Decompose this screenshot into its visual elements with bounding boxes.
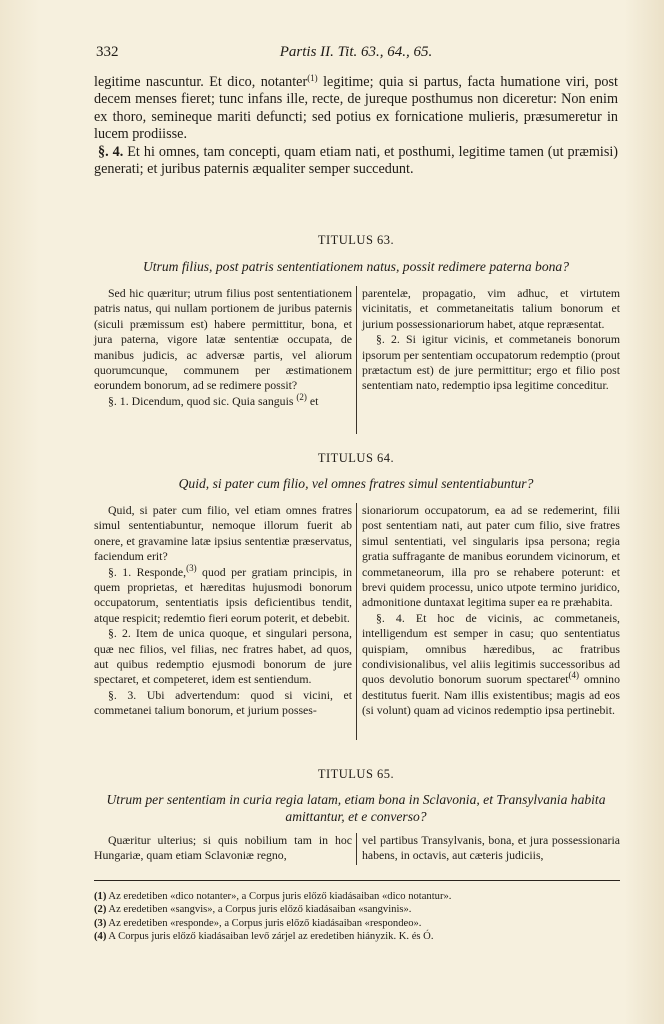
paragraph: §. 3. Ubi advertendum: quod si vicini, et commetanei talium bonorum, et jurium posses- — [94, 687, 352, 718]
footnotes — [94, 890, 620, 944]
running-title: Partis II. Tit. 63., 64., 65. — [279, 44, 433, 60]
footnote: (1) Az eredetiben «dico notanter», a Corpus juris előző kiadásaiban «dico notantur». — [94, 891, 452, 902]
page-header — [96, 44, 616, 64]
footnote-ref: (1) — [307, 73, 318, 83]
titulus-64-question: Quid, si pater cum filio, vel omnes fratres simul sententiabuntur? — [178, 476, 534, 491]
paragraph: Quæritur ulterius; si quis nobilium tam in hoc Hungariæ, quam etiam Sclavoniæ regno, — [94, 833, 352, 863]
titulus-64-heading: TITULUS 64. — [317, 451, 395, 465]
paragraph: vel partibus Transylvanis, bona, et jura possessionaria habens, in octavis, aut cæteris judiciis, — [362, 833, 620, 863]
titulus-63-heading: TITULUS 63. — [317, 233, 395, 247]
intro-paragraph-4: §. 4. Et hi omnes, tam concepti, quam etiam nati, et posthumi, legitime tamen (ut præmisi) generati; et juribus paternis æqualiter semper succedunt. — [94, 143, 619, 178]
section-mark: §. 4. — [98, 143, 124, 160]
footnote: (2) Az eredetiben «sangvis», a Corpus juris előző kiadásaiban «sangvinis». — [94, 904, 412, 916]
intro-text — [94, 74, 618, 178]
left-column — [94, 503, 352, 719]
footnote: (3) Az eredetiben «responde», a Corpus juris előző kiadásaiban «respondeo». — [94, 917, 422, 929]
paragraph: Sed hic quæritur; utrum filius post sententiationem patris natus, qui nullam portionem de juribus paternis (siculi præmissum est) habere permittitur, bona, et jura paterna, vigore latæ sententiæ occupata, de manibus judicis, ac adversæ partis, vel aliorum quorumcunque, communem per æstimationem eorundem bonorum, ad se redimere possit? — [94, 286, 352, 393]
titulus-65-columns — [94, 833, 620, 865]
right-column — [362, 286, 620, 394]
titulus-63-question: Utrum filius, post patris sententiationem natus, possit redimere paterna bona? — [142, 259, 570, 274]
titulus-63-columns — [94, 286, 620, 434]
paragraph: §. 1. Responde,$^{(3)}$ quod per gratiam principis, in quem proprietas, et hæreditas hujusmodi bonorum occupatorum, sententiatis ipsis deficientibus tendit, atque respicit; redemtio fieri eorum poterit, et debebit. — [94, 562, 352, 625]
titulus-65-heading: TITULUS 65. — [317, 767, 395, 781]
footnote-ref: (3) — [186, 562, 197, 573]
paragraph: §. 2. Item de unica quoque, et singulari persona, quæ nec filios, vel filias, nec fratres habet, ad quos, aut quibus redemptio ejusmodi bonorum de jure spectaret, et competeret, idem est sentiendum. — [94, 626, 352, 687]
intro-paragraph: legitime nascuntur. Et dico, notanter$^{(1)}$ legitime; quia si partus, facta humatione viri, post decem menses fieret; tunc infans ille, recte, de jureque posthumus non diceretur: Non enim ex thoro, semineque mariti defuncti; sed potius ex fornicatione mulieris, præsumeretur in lucem prodiisse. — [94, 73, 618, 143]
paragraph: §. 1. Dicendum, quod sic. Quia sanguis $^{(2)}$ et — [108, 391, 319, 408]
column-divider — [356, 286, 357, 434]
right-column — [362, 833, 620, 864]
column-divider — [356, 833, 357, 865]
column-divider — [356, 503, 357, 740]
titulus-65-question: Utrum per sententiam in curia regia latam, etiam bona in Sclavonia, et Transylvania habita amittantur, et e converso? — [106, 792, 606, 824]
footnote-rule — [94, 880, 620, 881]
paragraph: §. 2. Si igitur vicinis, et commetaneis bonorum ipsorum per sententiam occupatorum redemptio (prout prætactum est) de jure permittitur; ergo et filio post sententiam nato, redemptio ipsa legitime conceditur. — [362, 332, 620, 393]
titulus-64-columns — [94, 503, 620, 740]
paragraph: parentelæ, propagatio, vim adhuc, et virtutem vicinitatis, et commetaneitatis talium bonorum et jurium possessionariorum habet, atque repræsentat. — [362, 286, 620, 331]
right-column — [362, 503, 620, 719]
left-column — [94, 833, 352, 864]
footnote: (4) A Corpus juris előző kiadásaiban levő zárjel az eredetiben hiányzik. K. és Ó. — [94, 931, 434, 943]
paragraph: §. 4. Et hoc de vicinis, ac commetaneis, intelligendum est semper in casu; quo sententiatus quispiam, omnibus hæredibus, ac fratribus condivisionalibus, vel aliis legitimis successoribus ad quos devolutio bonorum suorum spectaret$^{(4)}$ omnino destitutus fuerit. Nam illis existentibus; magis ad eos (si volunt) quam ad vicinos redemptio ipsa pertinebit. — [362, 610, 620, 718]
left-column — [94, 286, 352, 409]
footnote-ref: (4) — [568, 670, 579, 681]
footnote-ref: (2) — [296, 391, 307, 402]
paragraph: Quid, si pater cum filio, vel etiam omnes fratres simul sententiabuntur, nemoque illorum fuerit ab onere, et gravamine latæ ipsius sententiæ præservatus, faciendum erit? — [94, 503, 352, 564]
paragraph: sionariorum occupatorum, ea ad se redemerint, filii post sententiam nati, aut pater cum filio, sive fratres simul sententiati, vel singularis ipsa persona; regia gratia suffragante de manibus eorundem vicinorum, et commetaneorum, illa pro se rehabere poterunt: et brevi quidem processu, unico utpote termino juridico, admonitione duntaxat legitima super ea re præhabita. — [362, 503, 620, 610]
page-number: 332 — [96, 44, 119, 60]
